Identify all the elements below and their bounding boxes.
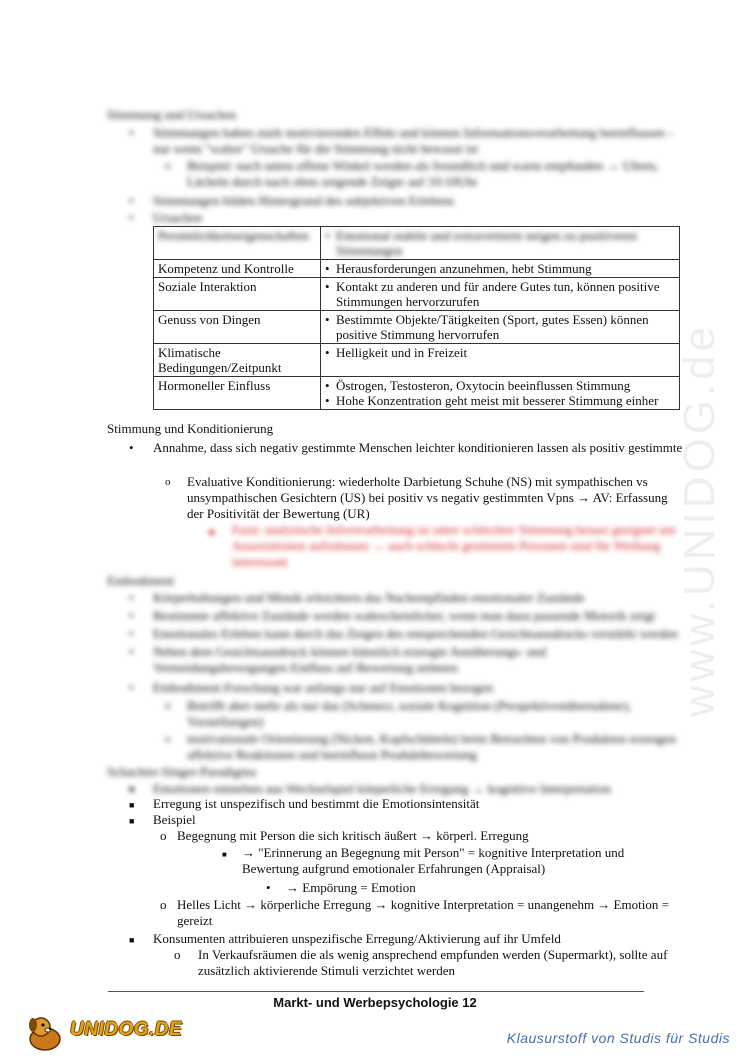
list-item: Erregung ist unspezifisch und bestimmt die Emotionsintensität xyxy=(153,796,480,811)
list-item: → "Erinnerung an Begegnung mit Person" = kognitive Interpretation und Bewertung aufgrund emotionaler Erfahrungen (Appraisal) xyxy=(242,845,625,876)
effect-cell xyxy=(321,278,680,311)
list-item: Bestimmte affektive Zustände werden wahrscheinlicher, wenn man dazu passende Motorik zeigt xyxy=(153,608,656,623)
list-item: Embodiment-Forschung war anfangs nur auf Emotionen bezogen xyxy=(153,680,494,695)
effect-cell xyxy=(321,344,680,377)
list-item: In Verkaufsräumen die als wenig ansprechend empfunden werden (Supermarkt), sollte auf zusätzlich aktivierende Stimuli verzichtet werden xyxy=(198,947,668,978)
square-bullet-icon: ■ xyxy=(209,527,215,537)
dog-mascot-icon xyxy=(22,1013,68,1053)
effect-item: • Bestimmte Objekte/Tätigkeiten (Sport, gutes Essen) können positive Stimmung hervorrufen xyxy=(325,312,675,342)
list-item: Körperhaltungen und Mimik erleichtern das Nachempfinden emotionaler Zustände xyxy=(153,590,585,605)
cause-cell: Kompetenz und Kontrolle xyxy=(154,260,321,278)
table-row xyxy=(154,311,680,344)
effect-cell xyxy=(321,260,680,278)
effect-item: • Kontakt zu anderen und für andere Gutes tun, können positive Stimmungen hervorzurufen xyxy=(325,279,675,309)
effect-cell xyxy=(321,377,680,410)
circle-bullet-icon: o xyxy=(165,733,171,745)
table-row xyxy=(154,377,680,410)
section-heading: Stimmung und Ursachen xyxy=(107,107,237,122)
list-item: → Empörung = Emotion xyxy=(286,880,416,895)
list-item: motivationale Orientierung (Nicken, Kopfschütteln) beim Betrachten von Produkten erzeugen affektive Reaktionen und beeinflusst Produktbewertung xyxy=(187,731,677,762)
table-row xyxy=(154,278,680,311)
circle-bullet-icon: o xyxy=(160,897,167,912)
effect-cell xyxy=(321,311,680,344)
square-bullet-icon: ■ xyxy=(222,850,227,859)
cause-cell: Genuss von Dingen xyxy=(154,311,321,344)
bullet-icon: • xyxy=(129,590,134,605)
circle-bullet-icon: o xyxy=(174,947,181,962)
section-heading: Embodiment xyxy=(107,573,175,588)
square-bullet-icon: ■ xyxy=(129,800,135,810)
bullet-icon: • xyxy=(129,680,134,695)
list-item: Evaluative Konditionierung: wiederholte Darbietung Schuhe (NS) mit sympathischen vs unsympathischen Gesichtern (US) bei positiv vs negativ gestimmten Vpns → AV: Erfassung der Positivität der Bewertung (UR) xyxy=(187,474,668,521)
table-row xyxy=(154,227,680,260)
list-item: Emotionen entstehen aus Wechselspiel körperliche Erregung → kognitive Interpretation xyxy=(153,781,611,796)
bullet-icon: • xyxy=(129,608,134,623)
slogan: Klausurstoff von Studis für Studis xyxy=(506,1030,730,1046)
cause-cell: Klimatische Bedingungen/Zeitpunkt xyxy=(154,344,321,377)
circle-bullet-icon: o xyxy=(165,160,171,172)
square-bullet-icon: ■ xyxy=(129,935,135,945)
list-item: Ursachen xyxy=(153,210,203,225)
section-heading: Schachter-Singer-Paradigma xyxy=(107,764,256,779)
list-item: Beispiel xyxy=(153,812,196,827)
effect-item: • Östrogen, Testosteron, Oxytocin beeinflussen Stimmung xyxy=(325,378,675,393)
list-item: Helles Licht → körperliche Erregung → kognitive Interpretation = unangenehm → Emotion = gereizt xyxy=(177,897,669,928)
square-bullet-icon: ■ xyxy=(129,784,135,794)
cause-cell: Soziale Interaktion xyxy=(154,278,321,311)
list-item: Stimmungen haben stark motivierenden Effekt und können Informationsverarbeitung beeinflussen - nur wenn "wahre" Ursache für die Stimmung nicht bewusst ist xyxy=(153,125,673,156)
effect-item: • Herausforderungen anzunehmen, hebt Stimmung xyxy=(325,261,675,276)
circle-bullet-icon: o xyxy=(165,476,171,488)
causes-table xyxy=(153,226,680,410)
bullet-icon: • xyxy=(129,193,134,208)
bullet-icon: • xyxy=(266,880,271,895)
list-item: Emotionales Erleben kann durch das Zeigen des entsprechenden Gesichtsausdrucks verstärkt werden xyxy=(153,626,678,641)
list-item: Stimmungen bilden Hintergrund des subjektiven Erlebens xyxy=(153,193,455,208)
list-item: Konsumenten attribuieren unspezifische Erregung/Aktivierung auf ihr Umfeld xyxy=(153,931,561,946)
unidog-logo[interactable] xyxy=(22,1013,192,1053)
list-item: Beispiel: nach unten offene Winkel werden als freundlich und warm empfunden → Uhren, Lächeln durch nach oben zeigende Zeiger auf 10:10Uhr xyxy=(187,158,659,189)
bullet-icon: • xyxy=(129,210,134,225)
bullet-icon: • xyxy=(129,626,134,641)
list-item: Begegnung mit Person die sich kritisch äußert → körperl. Erregung xyxy=(177,828,529,843)
conclusion-note: Fazit: analytische Infoverarbeitung ist unter schlechter Stimmung besser geeignet um Assoziationen aufzubauen → auch schlecht gestimmte Personen sind für Werbung interessant xyxy=(232,522,676,569)
bullet-icon: • xyxy=(129,644,134,659)
logo-text: UNIDOG.DE xyxy=(70,1019,183,1040)
section-heading: Stimmung und Konditionierung xyxy=(107,421,274,436)
page-footer-title: Markt- und Werbepsychologie 12 xyxy=(273,995,477,1010)
bullet-icon: • xyxy=(129,440,134,455)
circle-bullet-icon: o xyxy=(165,700,171,712)
effect-item: • Helligkeit und in Freizeit xyxy=(325,345,675,360)
effect-item: • Hohe Konzentration geht meist mit besserer Stimmung einher xyxy=(325,393,675,408)
effect-cell xyxy=(321,227,680,260)
list-item: Annahme, dass sich negativ gestimmte Menschen leichter konditionieren lassen als positiv gestimmte xyxy=(153,440,683,455)
circle-bullet-icon: o xyxy=(160,828,167,843)
table-row xyxy=(154,344,680,377)
watermark: www.UNIDOG.de xyxy=(675,322,724,718)
table-row xyxy=(154,260,680,278)
list-item: Betrifft aber mehr als nur das (Schmerz, soziale Kognition (Perspektivenübernahme), Vorstellungen) xyxy=(187,698,632,729)
cause-cell: Hormoneller Einfluss xyxy=(154,377,321,410)
square-bullet-icon: ■ xyxy=(129,816,135,826)
list-item: Neben dem Gesichtsausdruck können künstlich erzeugte Annäherungs- und Vermeidungsbewegungen Einfluss auf Bewertung nehmen xyxy=(153,644,547,675)
bullet-icon: • xyxy=(129,125,134,140)
effect-item: • Emotional stabile und extravertierte neigen zu positiveren Stimmungen xyxy=(325,228,675,258)
footer-divider xyxy=(108,991,644,992)
cause-cell: Persönlichkeitseigenschaften xyxy=(154,227,321,260)
